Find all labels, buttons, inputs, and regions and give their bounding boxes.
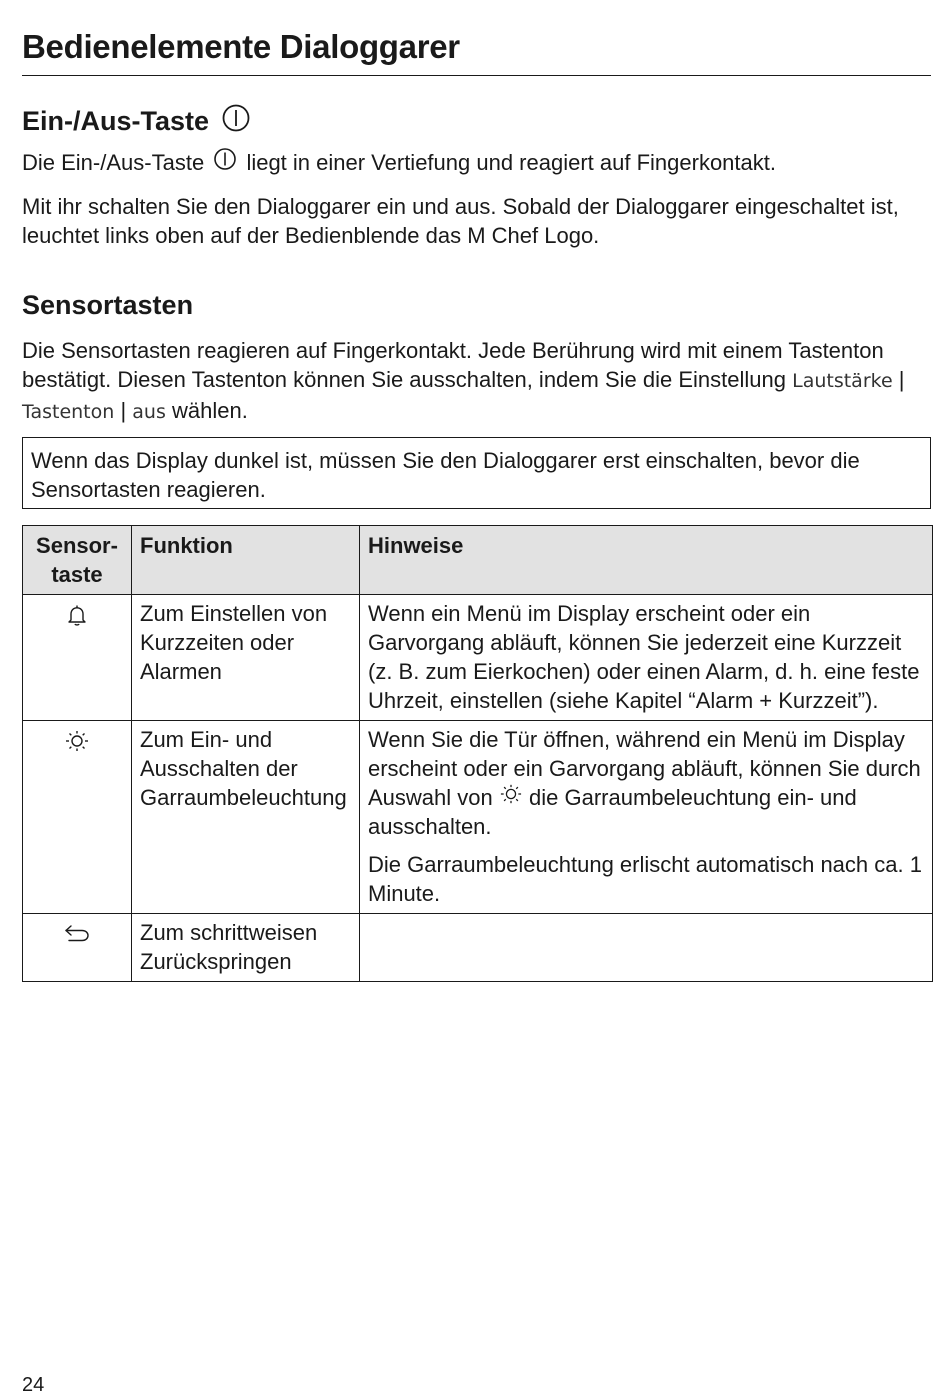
sensor-section-heading: Sensortasten <box>22 290 194 320</box>
function-cell: Zum Einstellen von Kurzzeiten oder Alarmen <box>132 595 360 721</box>
header-hints: Hinweise <box>360 526 933 595</box>
power-para-2: Mit ihr schalten Sie den Dialoggarer ein und aus. Sobald der Dialoggarer eingeschaltet ist, leuchtet links oben auf der Bedienblende das M Chef Logo. <box>22 194 899 248</box>
note-text: Wenn das Display dunkel ist, müssen Sie den Dialoggarer erst einschalten, bevor die Sensortasten reagieren. <box>31 448 860 502</box>
function-cell: Zum schrittweisen Zurückspringen <box>132 914 360 982</box>
key-cell <box>23 914 132 982</box>
power-icon <box>221 103 251 140</box>
hints-cell <box>360 595 933 721</box>
page-number: 24 <box>22 1374 45 1396</box>
header-function: Funktion <box>132 526 360 595</box>
hint-text-start: Wenn Sie die Tür öffnen, während ein Menü im Display erscheint oder ein Garvorgang abläuft, können Sie durch Auswahl von <box>368 727 921 810</box>
back-arrow-icon <box>63 918 91 951</box>
power-para-1 <box>22 148 931 178</box>
table-row <box>23 914 933 982</box>
hints-cell <box>360 721 933 914</box>
hints-cell <box>360 914 933 982</box>
setting-separator: | <box>120 398 127 423</box>
key-cell <box>23 721 132 914</box>
setting-keytone: Tastenton <box>22 401 115 423</box>
sensor-para-end: wählen. <box>172 398 248 423</box>
note-box <box>22 437 931 509</box>
hint-text-end: die Garraumbeleuchtung ein- und ausschalten. <box>368 785 857 839</box>
function-cell: Zum Ein- und Ausschalten der Garraumbeleuchtung <box>132 721 360 914</box>
power-icon <box>213 147 237 178</box>
sensor-para <box>22 336 931 427</box>
power-section-heading <box>22 103 251 140</box>
hint-text: Die Garraumbeleuchtung erlischt automatisch nach ca. 1 Minute. <box>368 852 922 906</box>
table-row <box>23 595 933 721</box>
light-icon <box>64 725 90 760</box>
sensor-keys-table <box>22 525 933 982</box>
table-row <box>23 721 933 914</box>
sensor-para-start: Die Sensortasten reagieren auf Fingerkontakt. Jede Berührung wird mit einem Tastenton bestätigt. Diesen Tastenton können Sie ausschalten, indem Sie die Einstellung <box>22 338 884 392</box>
power-heading-text: Ein-/Aus-Taste <box>22 106 210 136</box>
title-divider <box>22 75 931 76</box>
header-sensor-key: Sensor- taste <box>23 526 132 595</box>
page-title: Bedienelemente Dialoggarer <box>22 28 460 65</box>
bell-icon <box>65 599 89 634</box>
light-icon <box>499 783 523 812</box>
setting-volume: Lautstärke <box>792 370 893 392</box>
power-para-1-end: liegt in einer Vertiefung und reagiert auf Fingerkontakt. <box>246 150 776 175</box>
power-para-1-start: Die Ein-/Aus-Taste <box>22 150 205 175</box>
setting-separator: | <box>898 367 905 392</box>
setting-off: aus <box>132 401 166 423</box>
hint-text: Wenn ein Menü im Display erscheint oder ein Garvorgang abläuft, können Sie jederzeit eine Kurzzeit (z. B. zum Eierkochen) oder einen Alarm, d. h. eine feste Uhrzeit, einstellen (siehe Kapitel “Alarm + Kurzzeit”). <box>368 601 920 713</box>
key-cell <box>23 595 132 721</box>
table-header-row <box>23 526 933 595</box>
hint-text <box>368 725 924 841</box>
